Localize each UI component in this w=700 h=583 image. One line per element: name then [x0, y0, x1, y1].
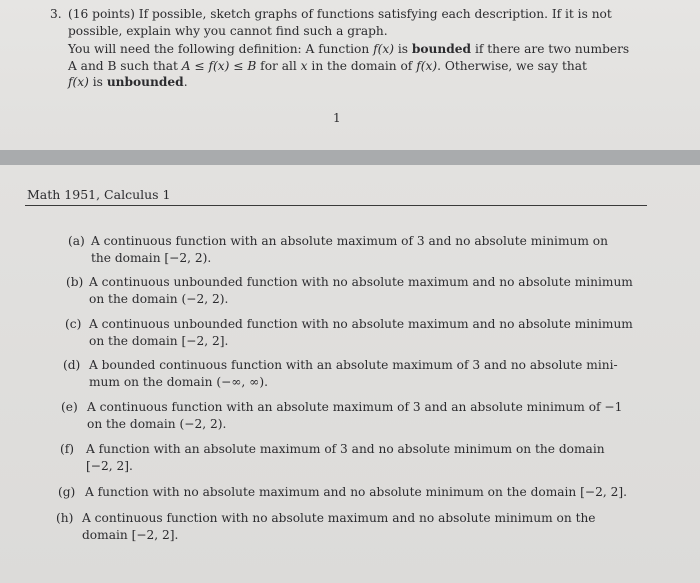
- part-line-1: A continuous function with an absolute maximum of 3 and an absolute minimum of −1: [87, 400, 623, 414]
- definition-text: is: [394, 42, 412, 56]
- problem-line-1: (16 points) If possible, sketch graphs of functions satisfying each description. If it is not: [68, 7, 612, 21]
- term-bounded: bounded: [411, 42, 472, 56]
- part-line-2: on the domain [−2, 2].: [89, 334, 229, 348]
- part-label: (a): [68, 234, 85, 248]
- part-line-2: [−2, 2].: [86, 459, 133, 473]
- term-unbounded: unbounded: [106, 75, 184, 89]
- definition-line-1: [52, 41, 652, 58]
- part-line-2: on the domain (−2, 2).: [89, 292, 229, 306]
- part-line-2: mum on the domain (−∞, ∞).: [89, 375, 268, 389]
- part-line-1: A function with no absolute maximum and no absolute minimum on the domain [−2, 2].: [85, 485, 628, 499]
- math-fx: f(x): [416, 58, 438, 73]
- math-inequality: A ≤ f(x) ≤ B: [181, 58, 257, 73]
- part-line-1: A continuous function with an absolute maximum of 3 and no absolute minimum on: [91, 234, 608, 248]
- part-item: [66, 274, 666, 308]
- math-fx: f(x): [373, 42, 394, 56]
- part-item: [60, 441, 660, 475]
- part-line-1: A bounded continuous function with an absolute maximum of 3 and no absolute mini-: [89, 358, 618, 372]
- part-item: [65, 316, 665, 350]
- part-line-1: A function with an absolute maximum of 3 and no absolute minimum on the domain: [86, 442, 605, 456]
- page-number: 1: [333, 111, 341, 125]
- part-line-1: A continuous function with no absolute maximum and no absolute minimum on the: [82, 511, 596, 525]
- part-item: [63, 357, 663, 391]
- part-item: [68, 233, 668, 267]
- page-top-section: [0, 0, 700, 150]
- definition-text: A and B such that: [68, 58, 182, 73]
- header-rule: [25, 205, 647, 206]
- math-x: x: [300, 58, 308, 73]
- course-header: Math 1951, Calculus 1: [27, 187, 171, 202]
- part-item: [61, 399, 661, 433]
- problem-number: 3.: [50, 7, 62, 21]
- part-label: (e): [61, 400, 78, 414]
- part-label: (h): [56, 511, 74, 525]
- definition-text: .: [183, 75, 188, 89]
- part-line-1: A continuous unbounded function with no absolute maximum and no absolute minimum: [89, 275, 633, 289]
- definition-text: You will need the following definition: A function: [68, 42, 374, 56]
- math-fx: f(x): [68, 75, 89, 89]
- definition-text: is: [88, 75, 107, 89]
- definition-text: if there are two numbers: [471, 42, 630, 56]
- problem-line-2: possible, explain why you cannot find such a graph.: [68, 23, 388, 38]
- definition-line-2: [52, 58, 652, 75]
- part-label: (g): [58, 485, 76, 499]
- part-item: [58, 484, 658, 501]
- part-line-2: domain [−2, 2].: [82, 528, 179, 542]
- part-line-2: the domain [−2, 2).: [91, 251, 212, 265]
- part-label: (b): [66, 275, 84, 289]
- definition-text: for all: [256, 58, 301, 73]
- problem-statement: [52, 6, 652, 91]
- definition-line-3: [52, 74, 652, 91]
- page-break-band: [0, 150, 700, 165]
- part-label: (c): [65, 317, 82, 331]
- part-label: (d): [63, 358, 81, 372]
- part-line-1: A continuous unbounded function with no absolute maximum and no absolute minimum: [89, 317, 633, 331]
- definition-text: . Otherwise, we say that: [437, 58, 587, 73]
- definition-text: in the domain of: [307, 58, 417, 73]
- part-line-2: on the domain (−2, 2).: [87, 417, 227, 431]
- part-label: (f): [60, 442, 75, 456]
- part-item: [56, 510, 656, 544]
